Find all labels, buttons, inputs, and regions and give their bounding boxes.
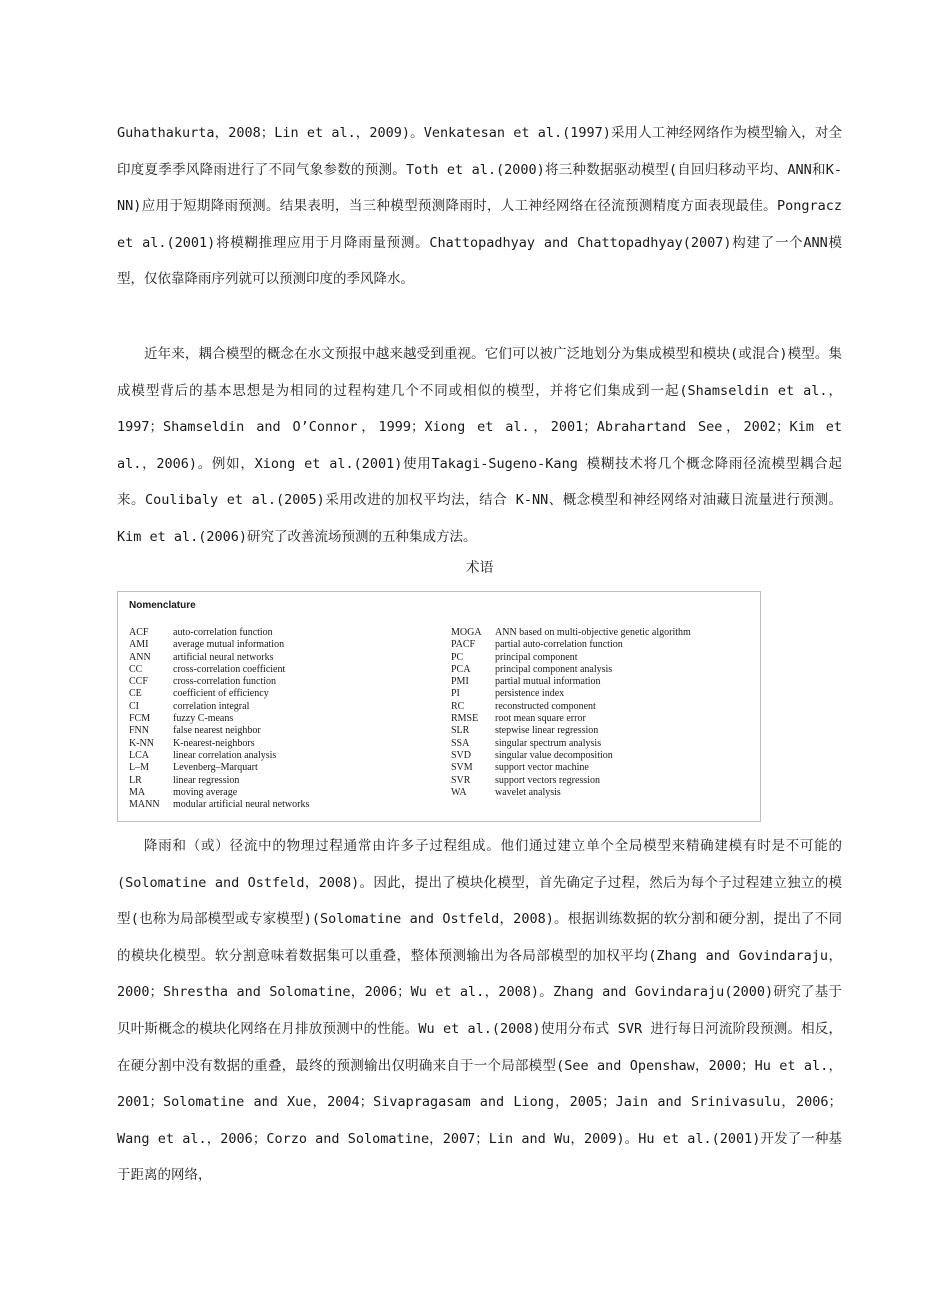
nomenclature-entry (451, 762, 751, 774)
nomenclature-abbreviation: K-NN (129, 737, 154, 749)
nomenclature-entry (129, 664, 444, 676)
paragraph-2: 近年来，耦合模型的概念在水文预报中越来越受到重视。它们可以被广泛地划分为集成模型和模块(或混合)模型。集成模型背后的基本思想是为相同的过程构建几个不同或相似的模型，并将它们集成到一起(Shamseldin et al.，1997；Shamseldin and O’Connor，1999；Xiong et al.，2001；Abrahartand See，2002；Kim et al.，2006)。例如，Xiong et al.(2001)使用Takagi-Sugeno-Kang 模糊技术将几个概念降雨径流模型耦合起来。Coulibaly et al.(2005)采用改进的加权平均法，结合 K-NN、概念模型和神经网络对油藏日流量进行预测。Kim et al.(2006)研究了改善流场预测的五种集成方法。 (117, 346, 842, 545)
nomenclature-entry (451, 688, 751, 700)
nomenclature-entry (451, 676, 751, 688)
nomenclature-definition: partial auto-correlation function (495, 639, 623, 651)
nomenclature-abbreviation: SSA (451, 737, 470, 749)
nomenclature-definition: Levenberg–Marquart (173, 762, 258, 774)
nomenclature-entry (129, 627, 444, 639)
nomenclature-abbreviation: CI (129, 700, 139, 712)
paragraph-1: Guhathakurta，2008；Lin et al.，2009)。Venkatesan et al.(1997)采用人工神经网络作为模型输入，对全印度夏季季风降雨进行了不同气象参数的预测。Toth et al.(2000)将三种数据驱动模型(自回归移动平均、ANN和K-NN)应用于短期降雨预测。结果表明，当三种模型预测降雨时，人工神经网络在径流预测精度方面表现最佳。Pongracz et al.(2001)将模糊推理应用于月降雨量预测。Chattopadhyay and Chattopadhyay(2007)构建了一个ANN模型，仅依靠降雨序列就可以预测印度的季风降水。 (117, 125, 842, 288)
nomenclature-entry (129, 639, 444, 651)
nomenclature-left-column (129, 627, 444, 811)
nomenclature-abbreviation: SVD (451, 749, 472, 761)
nomenclature-abbreviation: PI (451, 688, 460, 700)
nomenclature-abbreviation: LCA (129, 749, 149, 761)
nomenclature-abbreviation: CC (129, 663, 143, 675)
nomenclature-definition: wavelet analysis (495, 786, 561, 798)
nomenclature-entry (451, 627, 751, 639)
nomenclature-abbreviation: FNN (129, 725, 150, 737)
nomenclature-definition: false nearest neighbor (173, 725, 261, 737)
nomenclature-entry (451, 713, 751, 725)
nomenclature-entry (129, 762, 444, 774)
table-caption: 术语 (465, 560, 494, 576)
nomenclature-definition: singular value decomposition (495, 749, 613, 761)
nomenclature-abbreviation: PCA (451, 663, 471, 675)
nomenclature-abbreviation: PACF (451, 639, 476, 651)
nomenclature-entry (451, 775, 751, 787)
nomenclature-abbreviation: MA (129, 786, 146, 798)
nomenclature-abbreviation: ANN (129, 651, 151, 663)
nomenclature-box (117, 591, 761, 822)
nomenclature-abbreviation: PMI (451, 676, 469, 688)
nomenclature-abbreviation: MANN (129, 799, 160, 811)
nomenclature-entry (129, 688, 444, 700)
nomenclature-title: Nomenclature (129, 600, 196, 611)
nomenclature-definition: auto-correlation function (173, 627, 273, 638)
nomenclature-abbreviation: WA (451, 786, 467, 798)
nomenclature-definition: partial mutual information (495, 676, 601, 688)
nomenclature-entry (451, 701, 751, 713)
nomenclature-definition: coefficient of efficiency (173, 688, 269, 700)
nomenclature-entry (129, 799, 444, 811)
nomenclature-definition: modular artificial neural networks (173, 799, 310, 811)
nomenclature-abbreviation: ACF (129, 627, 149, 638)
nomenclature-entry (451, 725, 751, 737)
nomenclature-definition: moving average (173, 786, 238, 798)
nomenclature-definition: stepwise linear regression (495, 725, 599, 737)
nomenclature-abbreviation: SVM (451, 762, 473, 774)
nomenclature-entry (129, 775, 444, 787)
nomenclature-entry (451, 664, 751, 676)
nomenclature-entry (451, 652, 751, 664)
nomenclature-definition: ANN based on multi-objective genetic algorithm (495, 627, 691, 638)
nomenclature-definition: principal component (495, 651, 578, 663)
nomenclature-definition: correlation integral (173, 700, 250, 712)
nomenclature-definition: root mean square error (495, 713, 586, 725)
nomenclature-entry (451, 750, 751, 762)
nomenclature-abbreviation: CE (129, 688, 142, 700)
nomenclature-definition: cross-correlation coefficient (173, 663, 286, 675)
nomenclature-entry (451, 738, 751, 750)
nomenclature-entry (451, 639, 751, 651)
nomenclature-entry (129, 713, 444, 725)
nomenclature-definition: support vector machine (495, 762, 589, 774)
nomenclature-right-column (451, 627, 751, 799)
nomenclature-abbreviation: SVR (451, 774, 471, 786)
nomenclature-definition: principal component analysis (495, 663, 613, 675)
nomenclature-abbreviation: RMSE (451, 713, 479, 725)
nomenclature-abbreviation: FCM (129, 713, 151, 725)
nomenclature-definition: reconstructed component (495, 700, 596, 712)
nomenclature-definition: support vectors regression (495, 774, 600, 786)
paragraph-3: 降雨和（或）径流中的物理过程通常由许多子过程组成。他们通过建立单个全局模型来精确建模有时是不可能的(Solomatine and Ostfeld，2008)。因此，提出了模块化模型，首先确定子过程，然后为每个子过程建立独立的模型(也称为局部模型或专家模型)(Solomatine and Ostfeld，2008)。根据训练数据的软分割和硬分割，提出了不同的模块化模型。软分割意味着数据集可以重叠，整体预测输出为各局部模型的加权平均(Zhang and Govindaraju，2000；Shrestha and Solomatine，2006；Wu et al.，2008)。Zhang and Govindaraju(2000)研究了基于贝叶斯概念的模块化网络在月排放预测中的性能。Wu et al.(2008)使用分布式 SVR 进行每日河流阶段预测。相反，在硬分割中没有数据的重叠，最终的预测输出仅明确来自于一个局部模型(See and Openshaw，2000；Hu et al.，2001；Solomatine and Xue，2004；Sivapragasam and Liong，2005；Jain and Srinivasulu，2006；Wang et al.，2006；Corzo and Solomatine，2007；Lin and Wu，2009)。Hu et al.(2001)开发了一种基于距离的网络， (117, 838, 842, 1184)
nomenclature-entry (129, 738, 444, 750)
nomenclature-entry (129, 725, 444, 737)
nomenclature-entry (129, 676, 444, 688)
nomenclature-abbreviation: SLR (451, 725, 470, 737)
nomenclature-entry (129, 652, 444, 664)
nomenclature-definition: fuzzy C-means (173, 713, 234, 725)
nomenclature-abbreviation: PC (451, 651, 464, 663)
nomenclature-definition: singular spectrum analysis (495, 737, 602, 749)
nomenclature-abbreviation: L–M (129, 762, 149, 774)
nomenclature-definition: linear correlation analysis (173, 749, 277, 761)
nomenclature-abbreviation: LR (129, 774, 142, 786)
nomenclature-abbreviation: AMI (129, 639, 149, 651)
nomenclature-definition: artificial neural networks (173, 651, 274, 663)
nomenclature-definition: persistence index (495, 688, 565, 700)
nomenclature-definition: linear regression (173, 774, 240, 786)
nomenclature-definition: cross-correlation function (173, 676, 277, 688)
nomenclature-entry (129, 701, 444, 713)
nomenclature-definition: K-nearest-neighbors (173, 737, 255, 749)
nomenclature-definition: average mutual information (173, 639, 285, 651)
nomenclature-entry (129, 787, 444, 799)
nomenclature-entry (129, 750, 444, 762)
nomenclature-abbreviation: CCF (129, 676, 148, 688)
nomenclature-abbreviation: RC (451, 700, 465, 712)
nomenclature-abbreviation: MOGA (451, 627, 482, 638)
nomenclature-entry (451, 787, 751, 799)
